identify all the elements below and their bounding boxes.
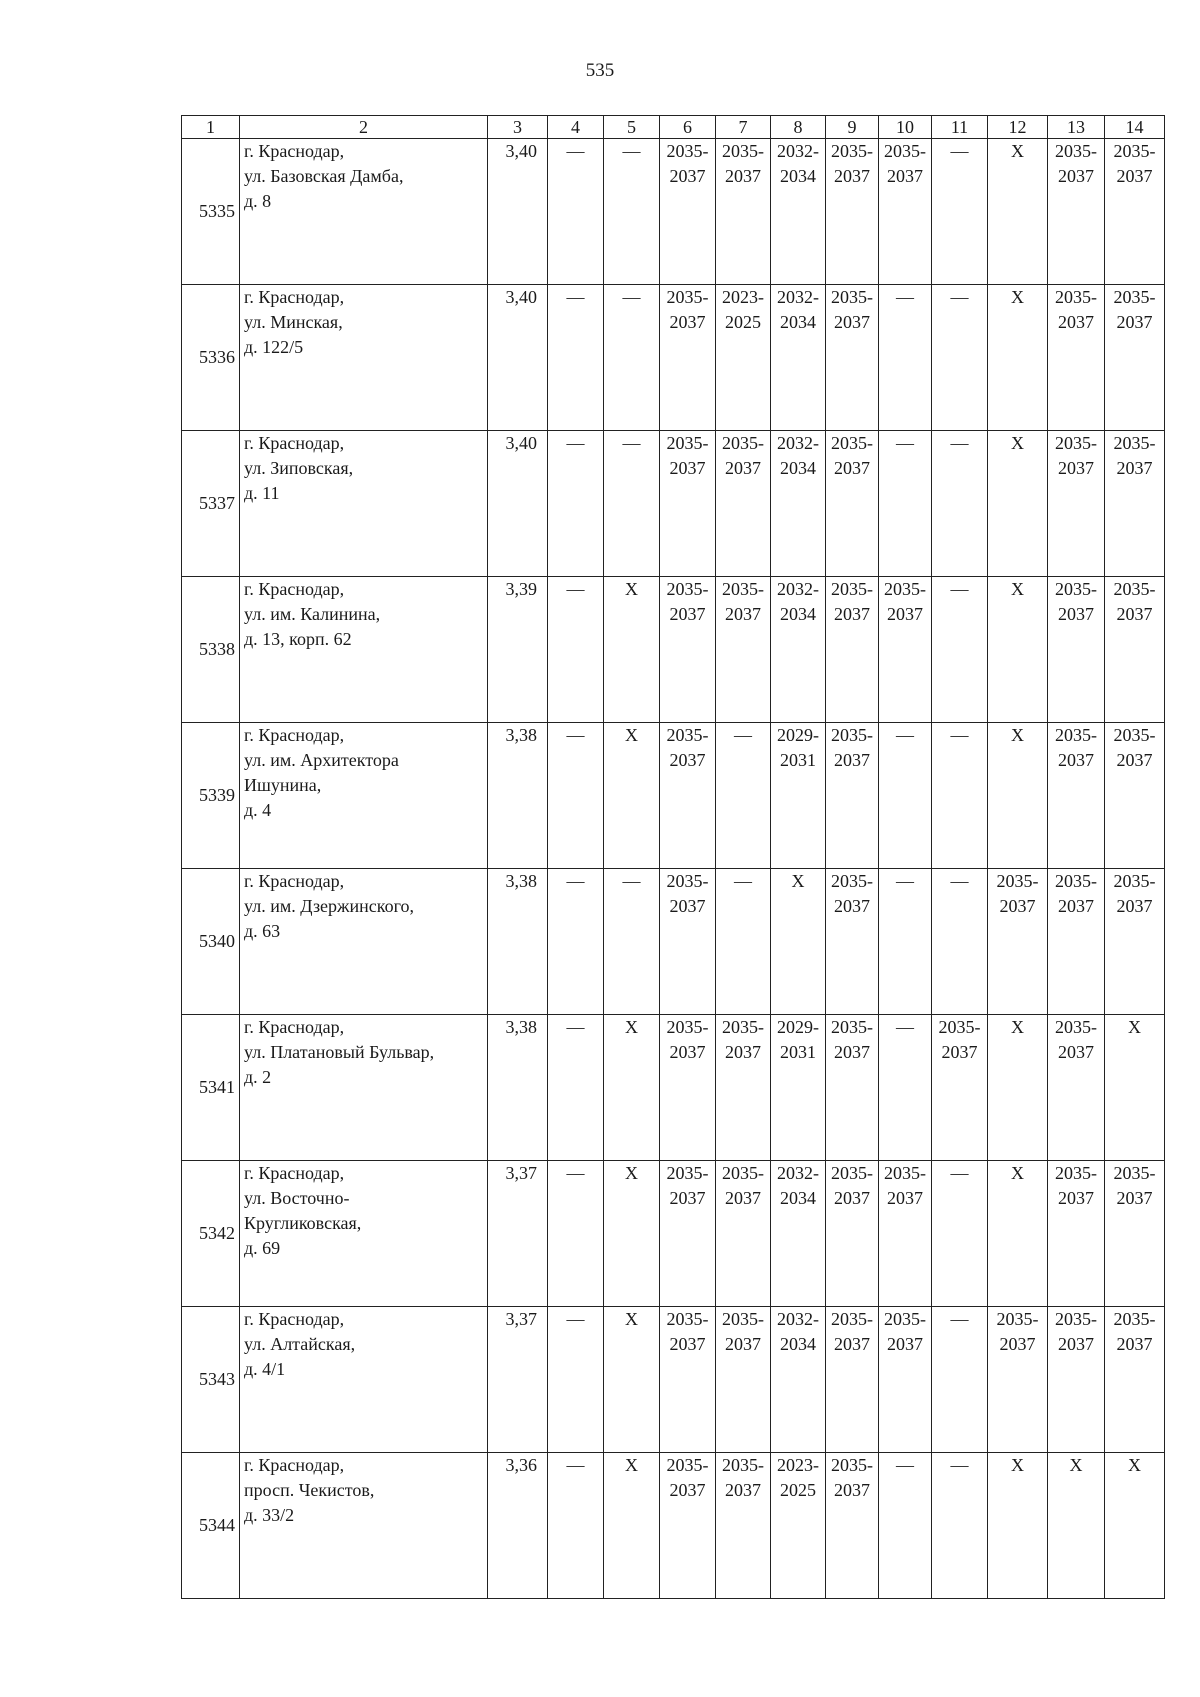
table-cell-col-7: 2035- 2037: [716, 1161, 771, 1307]
table-cell-col-5: Х: [604, 723, 660, 869]
address-cell: г. Краснодар, ул. Базовская Дамба, д. 8: [240, 139, 488, 285]
table-cell-col-14: 2035- 2037: [1105, 285, 1165, 431]
address-cell: г. Краснодар, ул. им. Архитектора Ишунина, д. 4: [240, 723, 488, 869]
table-cell-col-5: Х: [604, 1453, 660, 1599]
address-cell: г. Краснодар, ул. Минская, д. 122/5: [240, 285, 488, 431]
table-cell-col-4: —: [548, 577, 604, 723]
row-number: 5335: [182, 139, 240, 285]
table-cell-col-7: —: [716, 723, 771, 869]
table-cell-col-12: Х: [988, 1161, 1048, 1307]
table-cell-col-13: 2035- 2037: [1048, 1307, 1105, 1453]
table-cell-col-5: Х: [604, 577, 660, 723]
table-cell-col-14: Х: [1105, 1453, 1165, 1599]
table-cell-col-6: 2035- 2037: [660, 577, 716, 723]
row-number: 5336: [182, 285, 240, 431]
score-cell: 3,38: [488, 1015, 548, 1161]
column-header-4: 4: [548, 116, 604, 139]
table-cell-col-5: Х: [604, 1307, 660, 1453]
score-cell: 3,40: [488, 431, 548, 577]
score-cell: 3,37: [488, 1307, 548, 1453]
table-cell-col-6: 2035- 2037: [660, 285, 716, 431]
table-cell-col-10: 2035- 2037: [879, 139, 932, 285]
table-cell-col-11: —: [932, 723, 988, 869]
table-cell-col-7: 2035- 2037: [716, 139, 771, 285]
table-cell-col-14: Х: [1105, 1015, 1165, 1161]
table-cell-col-4: —: [548, 1307, 604, 1453]
table-header: [182, 116, 1165, 139]
table-cell-col-12: Х: [988, 431, 1048, 577]
row-number: 5342: [182, 1161, 240, 1307]
table-cell-col-7: 2023- 2025: [716, 285, 771, 431]
table-cell-col-13: 2035- 2037: [1048, 723, 1105, 869]
table-cell-col-11: —: [932, 431, 988, 577]
table-cell-col-14: 2035- 2037: [1105, 1161, 1165, 1307]
row-number: 5340: [182, 869, 240, 1015]
table-cell-col-13: 2035- 2037: [1048, 431, 1105, 577]
table-cell-col-6: 2035- 2037: [660, 1161, 716, 1307]
table-cell-col-10: —: [879, 723, 932, 869]
table-row: [182, 577, 1165, 723]
table-cell-col-7: —: [716, 869, 771, 1015]
table-row: [182, 1015, 1165, 1161]
table-cell-col-12: 2035- 2037: [988, 1307, 1048, 1453]
table-cell-col-5: —: [604, 431, 660, 577]
column-header-8: 8: [771, 116, 826, 139]
table-cell-col-8: 2029- 2031: [771, 1015, 826, 1161]
address-cell: г. Краснодар, ул. Платановый Бульвар, д. 2: [240, 1015, 488, 1161]
table-cell-col-9: 2035- 2037: [826, 723, 879, 869]
table-cell-col-5: Х: [604, 1015, 660, 1161]
table-cell-col-8: 2032- 2034: [771, 1307, 826, 1453]
table-cell-col-9: 2035- 2037: [826, 1015, 879, 1161]
table-cell-col-5: —: [604, 139, 660, 285]
table-row: [182, 431, 1165, 577]
table-cell-col-9: 2035- 2037: [826, 869, 879, 1015]
register-table: [181, 115, 1165, 1599]
table-cell-col-13: 2035- 2037: [1048, 139, 1105, 285]
column-header-10: 10: [879, 116, 932, 139]
table-cell-col-9: 2035- 2037: [826, 139, 879, 285]
table-cell-col-4: —: [548, 1015, 604, 1161]
table-cell-col-8: 2032- 2034: [771, 285, 826, 431]
column-header-9: 9: [826, 116, 879, 139]
table-cell-col-8: 2032- 2034: [771, 139, 826, 285]
column-header-2: 2: [240, 116, 488, 139]
table-cell-col-14: 2035- 2037: [1105, 431, 1165, 577]
table-cell-col-6: 2035- 2037: [660, 1453, 716, 1599]
header-row: [182, 116, 1165, 139]
table-cell-col-5: —: [604, 285, 660, 431]
table-cell-col-12: Х: [988, 1015, 1048, 1161]
table-cell-col-10: —: [879, 1015, 932, 1161]
table-cell-col-10: —: [879, 431, 932, 577]
table-cell-col-13: 2035- 2037: [1048, 577, 1105, 723]
table-cell-col-5: —: [604, 869, 660, 1015]
column-header-14: 14: [1105, 116, 1165, 139]
table-cell-col-11: —: [932, 1453, 988, 1599]
table-cell-col-7: 2035- 2037: [716, 1015, 771, 1161]
score-cell: 3,39: [488, 577, 548, 723]
table-cell-col-12: Х: [988, 139, 1048, 285]
column-header-1: 1: [182, 116, 240, 139]
table-cell-col-9: 2035- 2037: [826, 1453, 879, 1599]
table-cell-col-11: 2035- 2037: [932, 1015, 988, 1161]
table-row: [182, 723, 1165, 869]
table-cell-col-14: 2035- 2037: [1105, 577, 1165, 723]
table-cell-col-13: 2035- 2037: [1048, 869, 1105, 1015]
table-cell-col-14: 2035- 2037: [1105, 1307, 1165, 1453]
address-cell: г. Краснодар, просп. Чекистов, д. 33/2: [240, 1453, 488, 1599]
table-cell-col-11: —: [932, 577, 988, 723]
table-cell-col-9: 2035- 2037: [826, 1307, 879, 1453]
table-cell-col-11: —: [932, 1307, 988, 1453]
table-cell-col-10: 2035- 2037: [879, 1307, 932, 1453]
page-number: 535: [585, 60, 615, 81]
table-row: [182, 1307, 1165, 1453]
row-number: 5344: [182, 1453, 240, 1599]
table-cell-col-11: —: [932, 1161, 988, 1307]
table-cell-col-13: 2035- 2037: [1048, 285, 1105, 431]
table-cell-col-6: 2035- 2037: [660, 869, 716, 1015]
table-row: [182, 1453, 1165, 1599]
address-cell: г. Краснодар, ул. Алтайская, д. 4/1: [240, 1307, 488, 1453]
table-cell-col-9: 2035- 2037: [826, 1161, 879, 1307]
table-cell-col-10: —: [879, 1453, 932, 1599]
table-cell-col-8: 2032- 2034: [771, 1161, 826, 1307]
score-cell: 3,40: [488, 139, 548, 285]
row-number: 5341: [182, 1015, 240, 1161]
table-cell-col-8: 2032- 2034: [771, 577, 826, 723]
table-cell-col-12: Х: [988, 285, 1048, 431]
table-cell-col-12: Х: [988, 577, 1048, 723]
address-cell: г. Краснодар, ул. Зиповская, д. 11: [240, 431, 488, 577]
table-cell-col-6: 2035- 2037: [660, 431, 716, 577]
table-cell-col-12: Х: [988, 1453, 1048, 1599]
score-cell: 3,38: [488, 723, 548, 869]
table-cell-col-8: Х: [771, 869, 826, 1015]
table-cell-col-8: 2023- 2025: [771, 1453, 826, 1599]
table-cell-col-7: 2035- 2037: [716, 577, 771, 723]
table-cell-col-12: Х: [988, 723, 1048, 869]
table-cell-col-13: Х: [1048, 1453, 1105, 1599]
table-cell-col-4: —: [548, 723, 604, 869]
table-cell-col-10: —: [879, 285, 932, 431]
score-cell: 3,37: [488, 1161, 548, 1307]
table-cell-col-14: 2035- 2037: [1105, 869, 1165, 1015]
column-header-11: 11: [932, 116, 988, 139]
table-cell-col-4: —: [548, 1161, 604, 1307]
row-number: 5337: [182, 431, 240, 577]
table-cell-col-8: 2029- 2031: [771, 723, 826, 869]
table-cell-col-11: —: [932, 869, 988, 1015]
table-cell-col-7: 2035- 2037: [716, 1307, 771, 1453]
table-cell-col-6: 2035- 2037: [660, 1015, 716, 1161]
table-cell-col-12: 2035- 2037: [988, 869, 1048, 1015]
table-cell-col-4: —: [548, 1453, 604, 1599]
table-cell-col-7: 2035- 2037: [716, 431, 771, 577]
column-header-12: 12: [988, 116, 1048, 139]
table-cell-col-5: Х: [604, 1161, 660, 1307]
row-number: 5339: [182, 723, 240, 869]
table-cell-col-7: 2035- 2037: [716, 1453, 771, 1599]
table-cell-col-10: —: [879, 869, 932, 1015]
table-cell-col-9: 2035- 2037: [826, 431, 879, 577]
table-cell-col-4: —: [548, 869, 604, 1015]
table-cell-col-4: —: [548, 285, 604, 431]
table-cell-col-4: —: [548, 139, 604, 285]
table-row: [182, 869, 1165, 1015]
table-cell-col-6: 2035- 2037: [660, 723, 716, 869]
row-number: 5343: [182, 1307, 240, 1453]
column-header-6: 6: [660, 116, 716, 139]
table-cell-col-6: 2035- 2037: [660, 139, 716, 285]
table-cell-col-11: —: [932, 139, 988, 285]
score-cell: 3,40: [488, 285, 548, 431]
score-cell: 3,38: [488, 869, 548, 1015]
column-header-5: 5: [604, 116, 660, 139]
table-body: [182, 139, 1165, 1599]
table-row: [182, 1161, 1165, 1307]
column-header-3: 3: [488, 116, 548, 139]
address-cell: г. Краснодар, ул. Восточно- Кругликовская, д. 69: [240, 1161, 488, 1307]
table-cell-col-10: 2035- 2037: [879, 1161, 932, 1307]
score-cell: 3,36: [488, 1453, 548, 1599]
table-cell-col-6: 2035- 2037: [660, 1307, 716, 1453]
table-row: [182, 285, 1165, 431]
column-header-13: 13: [1048, 116, 1105, 139]
table-cell-col-13: 2035- 2037: [1048, 1015, 1105, 1161]
table-cell-col-9: 2035- 2037: [826, 285, 879, 431]
address-cell: г. Краснодар, ул. им. Калинина, д. 13, корп. 62: [240, 577, 488, 723]
table-row: [182, 139, 1165, 285]
table-cell-col-10: 2035- 2037: [879, 577, 932, 723]
table-cell-col-14: 2035- 2037: [1105, 139, 1165, 285]
row-number: 5338: [182, 577, 240, 723]
table-cell-col-9: 2035- 2037: [826, 577, 879, 723]
table-cell-col-13: 2035- 2037: [1048, 1161, 1105, 1307]
table-cell-col-4: —: [548, 431, 604, 577]
table-cell-col-8: 2032- 2034: [771, 431, 826, 577]
table-cell-col-11: —: [932, 285, 988, 431]
table-cell-col-14: 2035- 2037: [1105, 723, 1165, 869]
column-header-7: 7: [716, 116, 771, 139]
address-cell: г. Краснодар, ул. им. Дзержинского, д. 63: [240, 869, 488, 1015]
